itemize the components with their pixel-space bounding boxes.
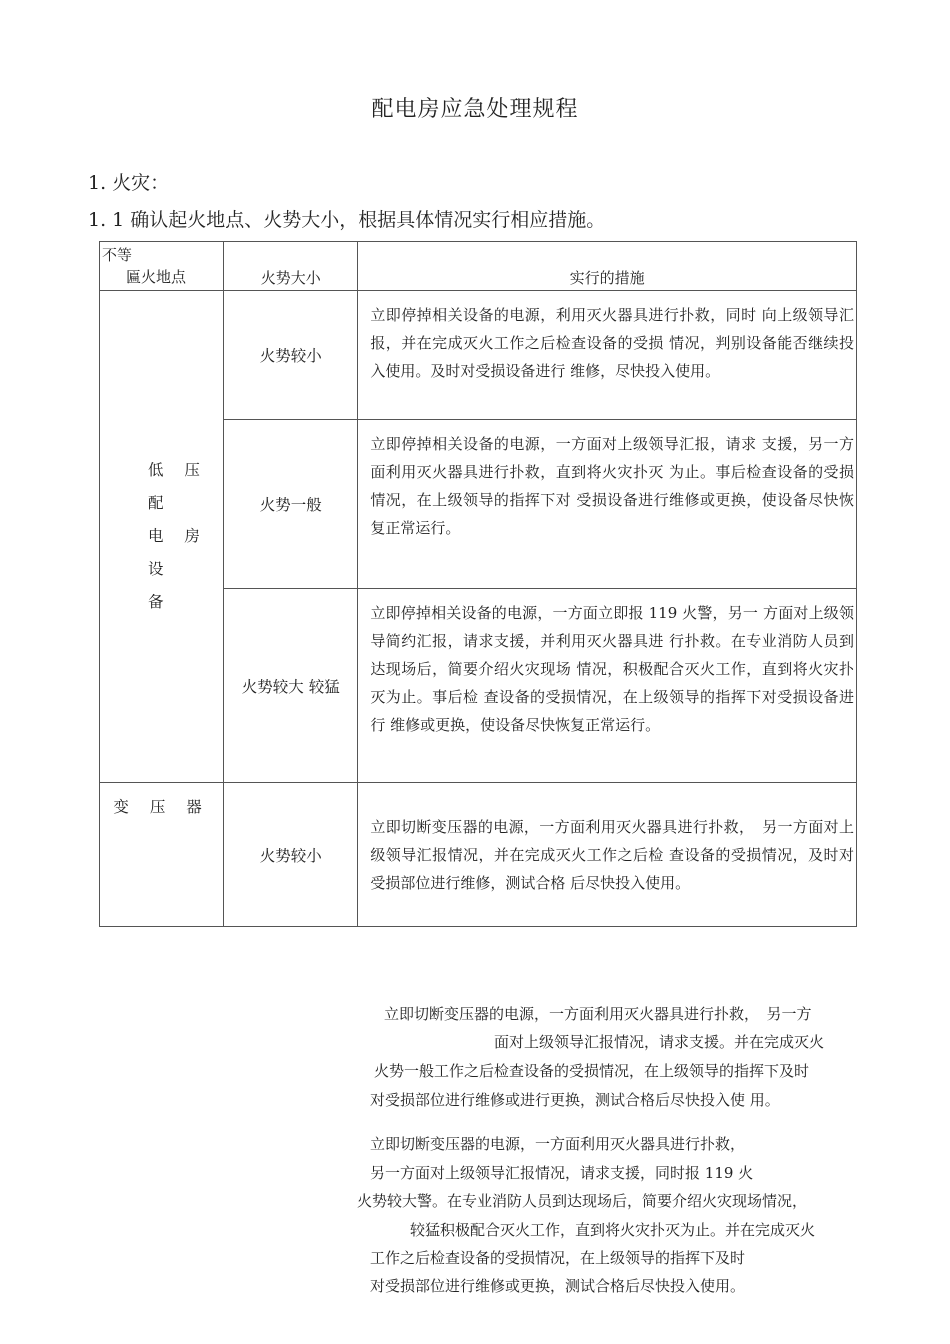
place-line: 低 压 配 <box>148 461 208 512</box>
text-line: 面对上级领导汇报情况，请求支援。并在完成灭火 <box>494 1033 825 1051</box>
header-fire-size: 火势大小 <box>224 242 358 291</box>
text-line: 另一方面对上级领导汇报情况，请求支援，同时报 119 火 <box>370 1164 754 1182</box>
place-low-voltage-room <box>100 291 224 783</box>
text-line: 火势一般工作之后检查设备的受损情况，在上级领导的指挥下及时 <box>374 1062 810 1080</box>
text-line: 较猛积极配合灭火工作，直到将火灾扑灭为止。并在完成灭火 <box>410 1221 816 1239</box>
place-line: 备 <box>148 593 172 611</box>
section-heading-fire: 1. 火灾： <box>88 172 170 194</box>
table-row <box>100 783 857 927</box>
place-transformer: 变 压 器 <box>100 783 224 927</box>
text-line: 对受损部位进行维修或更换，测试合格后尽快投入使用。 <box>370 1277 746 1295</box>
section-heading-1-1: 1. 1 确认起火地点、火势大小，根据具体情况实行相应措施。 <box>88 209 606 231</box>
measure-cell: 立即切断变压器的电源，一方面利用灭火器具进行扑救， 另一方面对上级领导汇报情况，并在完成灭火工作之后检 查设备的受损情况，及时对受损部位进行维修，测试合格 后尽快投入使用。 <box>358 783 857 927</box>
header-place-bottom: 匾火地点 <box>126 268 187 286</box>
table-header-row <box>100 242 857 291</box>
fire-size-cell: 火势一般 <box>224 420 358 589</box>
text-line: 立即切断变压器的电源，一方面利用灭火器具进行扑救， 另一方 <box>384 1005 812 1023</box>
measure-cell: 立即停掉相关设备的电源，利用灭火器具进行扑救，同时 向上级领导汇报，并在完成灭火工作之后检查设备的受损 情况，判别设备能否继续投入使用。及时对受损设备进行 维修，尽快投入使用。 <box>358 291 857 420</box>
header-place-top: 不等 <box>102 246 133 264</box>
text-line: 对受损部位进行维修或进行更换，测试合格后尽快投入使 用。 <box>370 1091 780 1109</box>
fire-size-cell: 火势较大 较猛 <box>224 589 358 783</box>
table-row <box>100 291 857 420</box>
fire-response-table <box>99 241 857 927</box>
text-line: 工作之后检查设备的受损情况，在上级领导的指挥下及时 <box>370 1249 746 1267</box>
text-line: 立即切断变压器的电源，一方面利用灭火器具进行扑救， <box>370 1135 746 1153</box>
fire-size-cell: 火势较小 <box>224 783 358 927</box>
text-line: 火势较大警。在专业消防人员到达现场后，简要介绍火灾现场情况， <box>357 1192 808 1210</box>
header-measures: 实行的措施 <box>358 242 857 291</box>
place-line: 电 房 设 <box>148 527 208 578</box>
measure-cell: 立即停掉相关设备的电源，一方面立即报 119 火警，另一 方面对上级领导简约汇报，请求支援，并利用灭火器具进 行扑救。在专业消防人员到达现场后，简要介绍火灾现场 情况，积极配合灭火工作，直到将火灾扑灭为止。事后检 查设备的受损情况，在上级领导的指挥下对受损设备进行 维修或更换，使设备尽快恢复正常运行。 <box>358 589 857 783</box>
header-fire-place <box>100 242 224 291</box>
document-title: 配电房应急处理规程 <box>371 97 579 122</box>
measure-cell: 立即停掉相关设备的电源，一方面对上级领导汇报，请求 支援，另一方面利用灭火器具进行扑救，直到将火灾扑灭 为止。事后检查设备的受损情况，在上级领导的指挥下对 受损设备进行维修或更换，使设备尽快恢复正常运行。 <box>358 420 857 589</box>
fire-size-cell: 火势较小 <box>224 291 358 420</box>
